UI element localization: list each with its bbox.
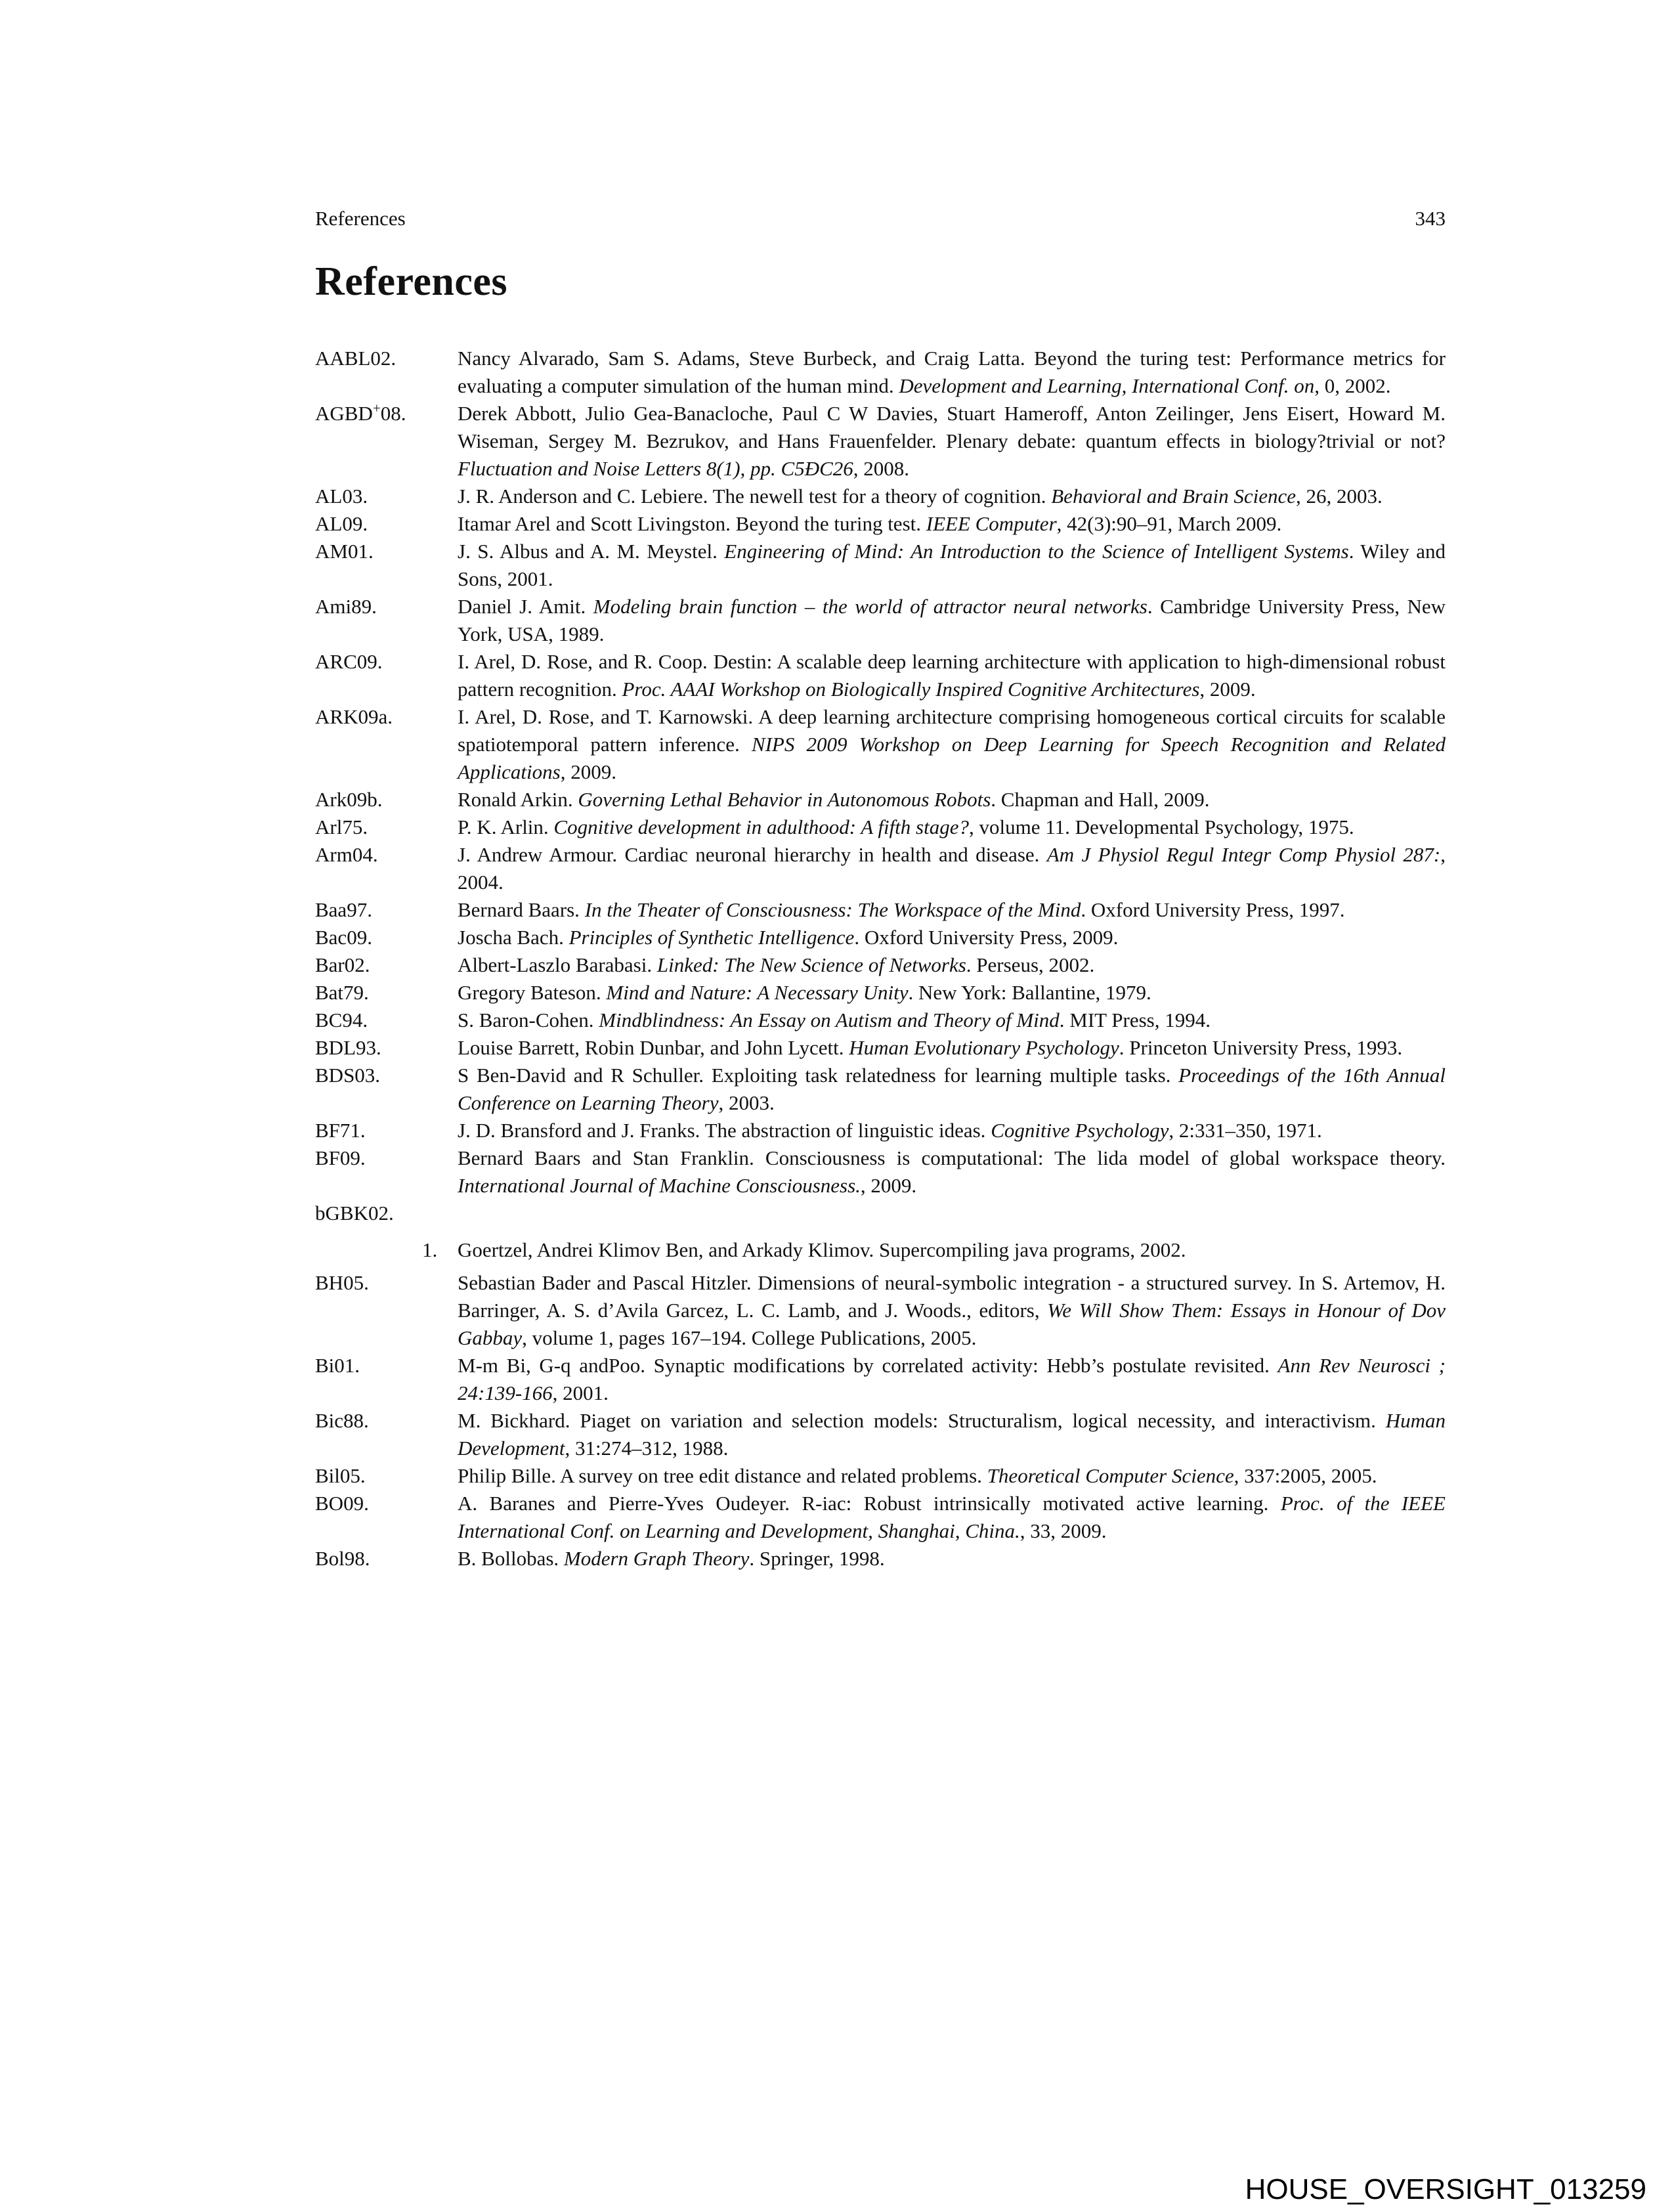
reference-entry: [315, 813, 1446, 841]
reference-text: S Ben-David and R Schuller. Exploiting task relatedness for learning multiple tasks. Proceedings of the 16th Annual Conference on Learning Theory, 2003.: [458, 1064, 1446, 1114]
reference-entry: [315, 896, 1446, 924]
reference-label: AGBD+08.: [315, 400, 406, 425]
reference-text: Bernard Baars. In the Theater of Consciousness: The Workspace of the Mind. Oxford University Press, 1997.: [458, 898, 1345, 921]
reference-entry: [315, 510, 1446, 538]
reference-entry: [315, 1269, 1446, 1352]
reference-label: bGBK02.: [315, 1202, 394, 1225]
reference-label: BC94.: [315, 1008, 368, 1031]
reference-label: Ark09b.: [315, 788, 383, 811]
reference-text: Ronald Arkin. Governing Lethal Behavior in Autonomous Robots. Chapman and Hall, 2009.: [458, 788, 1210, 811]
reference-label: Ami89.: [315, 595, 377, 618]
reference-text: Bernard Baars and Stan Franklin. Consciousness is computational: The lida model of global workspace theory. International Journal of Machine Consciousness., 2009.: [458, 1146, 1446, 1197]
reference-entry: [315, 979, 1446, 1007]
reference-label: AM01.: [315, 540, 374, 563]
reference-entry: [315, 703, 1446, 786]
reference-label: Arl75.: [315, 815, 368, 838]
reference-entry: [315, 1062, 1446, 1117]
reference-entry: [315, 951, 1446, 979]
reference-text: B. Bollobas. Modern Graph Theory. Springer, 1998.: [458, 1547, 885, 1570]
reference-label: BDL93.: [315, 1036, 381, 1059]
reference-label: Bat79.: [315, 981, 369, 1004]
reference-entry: [315, 786, 1446, 813]
reference-label: Arm04.: [315, 843, 378, 866]
reference-text: Derek Abbott, Julio Gea-Banacloche, Paul C W Davies, Stuart Hameroff, Anton Zeilinger, Jens Eisert, Howard M. Wiseman, Sergey M. Bezrukov, and Hans Frauenfelder. Plenary debate: quantum effects in biology?trivial or not? Fluctuation and Noise Letters 8(1), pp. C5ÐC26, 2008.: [458, 402, 1446, 480]
reference-label: BF71.: [315, 1119, 366, 1142]
reference-label: Baa97.: [315, 898, 372, 921]
reference-label: BH05.: [315, 1271, 369, 1294]
reference-label: Bar02.: [315, 953, 370, 976]
reference-text: Nancy Alvarado, Sam S. Adams, Steve Burbeck, and Craig Latta. Beyond the turing test: Performance metrics for evaluating a computer simulation of the human mind. Development and Learning, International Conf. on, 0, 2002.: [458, 347, 1446, 397]
reference-entry: [315, 1144, 1446, 1200]
reference-label: Bil05.: [315, 1464, 366, 1487]
numbered-reference-entry: [315, 1236, 1446, 1264]
reference-entry: [315, 1545, 1446, 1572]
reference-label: Bic88.: [315, 1409, 369, 1432]
page-content: [315, 207, 1446, 1572]
reference-list: [315, 345, 1446, 1572]
reference-text: Gregory Bateson. Mind and Nature: A Necessary Unity. New York: Ballantine, 1979.: [458, 981, 1151, 1004]
reference-entry: [315, 483, 1446, 510]
reference-label: BDS03.: [315, 1064, 381, 1087]
reference-text: I. Arel, D. Rose, and R. Coop. Destin: A scalable deep learning architecture with application to high-dimensional robust pattern recognition. Proc. AAAI Workshop on Biologically Inspired Cognitive Architectures, 2009.: [458, 650, 1446, 701]
reference-entry: [315, 841, 1446, 896]
reference-text: I. Arel, D. Rose, and T. Karnowski. A deep learning architecture comprising homogeneous cortical circuits for scalable spatiotemporal pattern inference. NIPS 2009 Workshop on Deep Learning for Speech Recognition and Related Applications, 2009.: [458, 705, 1446, 783]
reference-text: Daniel J. Amit. Modeling brain function – the world of attractor neural networks. Cambridge University Press, New York, USA, 1989.: [458, 595, 1446, 645]
page-number: 343: [1415, 207, 1446, 230]
reference-label: Bi01.: [315, 1354, 360, 1377]
reference-text: Joscha Bach. Principles of Synthetic Intelligence. Oxford University Press, 2009.: [458, 926, 1119, 949]
running-header-title: References: [315, 207, 406, 230]
reference-entry: [315, 924, 1446, 951]
reference-entry: [315, 1407, 1446, 1462]
reference-text: J. Andrew Armour. Cardiac neuronal hierarchy in health and disease. Am J Physiol Regul Integr Comp Physiol 287:, 2004.: [458, 843, 1446, 894]
reference-label: ARK09a.: [315, 705, 393, 728]
reference-text: M-m Bi, G-q andPoo. Synaptic modifications by correlated activity: Hebb’s postulate revisited. Ann Rev Neurosci ; 24:139-166, 2001.: [458, 1354, 1446, 1404]
reference-text: J. R. Anderson and C. Lebiere. The newell test for a theory of cognition. Behavioral and Brain Science, 26, 2003.: [458, 485, 1383, 508]
reference-text: J. D. Bransford and J. Franks. The abstraction of linguistic ideas. Cognitive Psychology, 2:331–350, 1971.: [458, 1119, 1322, 1142]
reference-label: Bac09.: [315, 926, 372, 949]
reference-label: AL03.: [315, 485, 368, 508]
reference-label: 1.: [422, 1238, 438, 1261]
reference-label: Bol98.: [315, 1547, 370, 1570]
reference-entry: [315, 648, 1446, 703]
section-title: References: [315, 259, 508, 304]
reference-text: J. S. Albus and A. M. Meystel. Engineering of Mind: An Introduction to the Science of Intelligent Systems. Wiley and Sons, 2001.: [458, 540, 1446, 590]
reference-text: Louise Barrett, Robin Dunbar, and John Lycett. Human Evolutionary Psychology. Princeton University Press, 1993.: [458, 1036, 1403, 1059]
reference-entry: [315, 1352, 1446, 1407]
reference-text: Itamar Arel and Scott Livingston. Beyond the turing test. IEEE Computer, 42(3):90–91, March 2009.: [458, 512, 1282, 535]
reference-text: Albert-Laszlo Barabasi. Linked: The New Science of Networks. Perseus, 2002.: [458, 953, 1095, 976]
bates-number: HOUSE_OVERSIGHT_013259: [1245, 2173, 1646, 2205]
reference-entry: [315, 1200, 1446, 1227]
reference-entry: [315, 1034, 1446, 1062]
reference-text: Philip Bille. A survey on tree edit distance and related problems. Theoretical Computer Science, 337:2005, 2005.: [458, 1464, 1377, 1487]
reference-text: P. K. Arlin. Cognitive development in adulthood: A fifth stage?, volume 11. Developmental Psychology, 1975.: [458, 815, 1354, 838]
reference-label: ARC09.: [315, 650, 383, 673]
reference-label: BF09.: [315, 1146, 366, 1169]
reference-label: BO09.: [315, 1492, 369, 1515]
reference-text: M. Bickhard. Piaget on variation and selection models: Structuralism, logical necessity, and interactivism. Human Development, 31:274–312, 1988.: [458, 1409, 1446, 1460]
reference-text: S. Baron-Cohen. Mindblindness: An Essay on Autism and Theory of Mind. MIT Press, 1994.: [458, 1008, 1211, 1031]
reference-entry: [315, 593, 1446, 648]
reference-text: A. Baranes and Pierre-Yves Oudeyer. R-iac: Robust intrinsically motivated active learning. Proc. of the IEEE International Conf. on Learning and Development, Shanghai, China., 33, 2009.: [458, 1492, 1446, 1542]
reference-entry: [315, 1462, 1446, 1490]
reference-entry: [315, 345, 1446, 400]
reference-entry: [315, 1117, 1446, 1144]
reference-label: AL09.: [315, 512, 368, 535]
running-header: [315, 207, 1446, 230]
reference-entry: [315, 1007, 1446, 1034]
reference-entry: [315, 538, 1446, 593]
reference-entry: [315, 400, 1446, 483]
reference-text: Goertzel, Andrei Klimov Ben, and Arkady Klimov. Supercompiling java programs, 2002.: [458, 1238, 1186, 1261]
reference-label: AABL02.: [315, 347, 397, 370]
reference-entry: [315, 1490, 1446, 1545]
reference-text: Sebastian Bader and Pascal Hitzler. Dimensions of neural-symbolic integration - a structured survey. In S. Artemov, H. Barringer, A. S. d’Avila Garcez, L. C. Lamb, and J. Woods., editors, We Will Show Them: Essays in Honour of Dov Gabbay, volume 1, pages 167–194. College Publications, 2005.: [458, 1271, 1446, 1349]
